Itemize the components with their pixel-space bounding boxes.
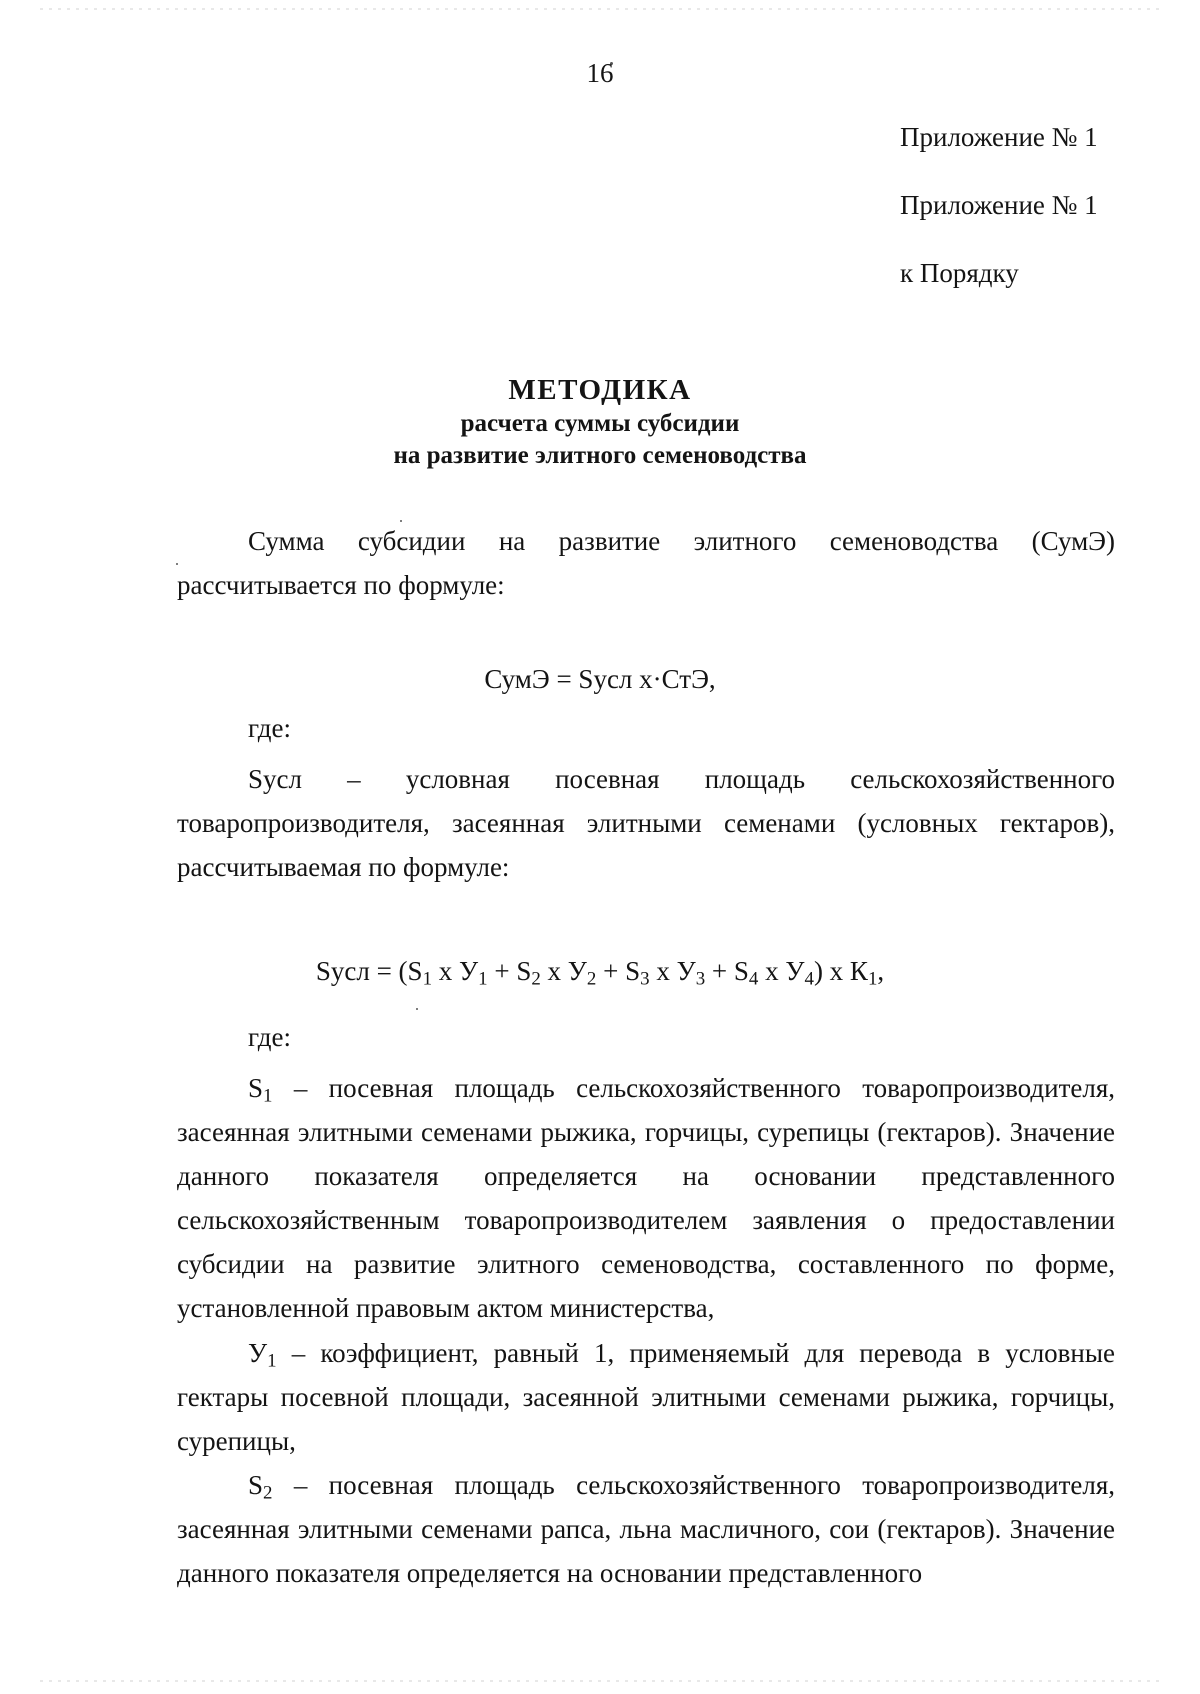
intro-paragraph: Сумма субсидии на развитие элитного семеноводства (СумЭ) рассчитывается по формуле:	[177, 526, 1115, 600]
scan-top-edge	[40, 8, 1160, 10]
scan-speck	[416, 1008, 418, 1010]
scan-bottom-edge	[40, 1680, 1160, 1682]
page-number: 16	[586, 58, 614, 88]
appendix-label-1: Приложение № 1	[900, 122, 1098, 152]
where-label-1: где:	[248, 713, 291, 743]
formula-sume: СумЭ = Sусл х·СтЭ,	[484, 664, 716, 694]
where-label-2: где:	[248, 1022, 291, 1052]
formula-susl: Sусл = ($S_1$ х $У_1 + S_2$ х $У_2 + S_3$ х $У_3 + S_4$ х $У_4$) х $К_1$,	[315, 956, 885, 990]
title-line-3: на развитие элитного семеноводства	[393, 442, 807, 469]
title-line-2: расчета суммы субсидии	[460, 410, 740, 437]
susl-definition: Sусл – условная посевная площадь сельскохозяйственного товаропроизводителя, засеянная элитными семенами (условных гектаров), рассчитываемая по формуле:	[177, 764, 1115, 882]
s1-definition: $S_1$ – посевная площадь сельскохозяйственного товаропроизводителя, засеянная элитными семенами рыжика, горчицы, сурепицы (гектаров). Значение данного показателя определяется на основании представленного сельскохозяйственным товаропроизводителем заявления о предоставлении субсидии на развитие элитного семеноводства, составленного по форме, установленной правовым актом министерства,	[177, 1073, 1115, 1323]
u1-definition: $У_1$ – коэффициент, равный 1, применяемый для перевода в условные гектары посевной площади, засеянной элитными семенами рыжика, горчицы, сурепицы,	[177, 1338, 1115, 1456]
s2-definition: $S_2$ – посевная площадь сельскохозяйственного товаропроизводителя, засеянная элитными семенами рапса, льна масличного, сои (гектаров). Значение данного показателя определяется на основании представленного	[177, 1470, 1115, 1588]
order-reference: к Порядку	[900, 258, 1019, 288]
document-title	[0, 372, 1200, 472]
appendix-label-2: Приложение № 1	[900, 190, 1098, 220]
title-main: МЕТОДИКА	[508, 374, 692, 406]
